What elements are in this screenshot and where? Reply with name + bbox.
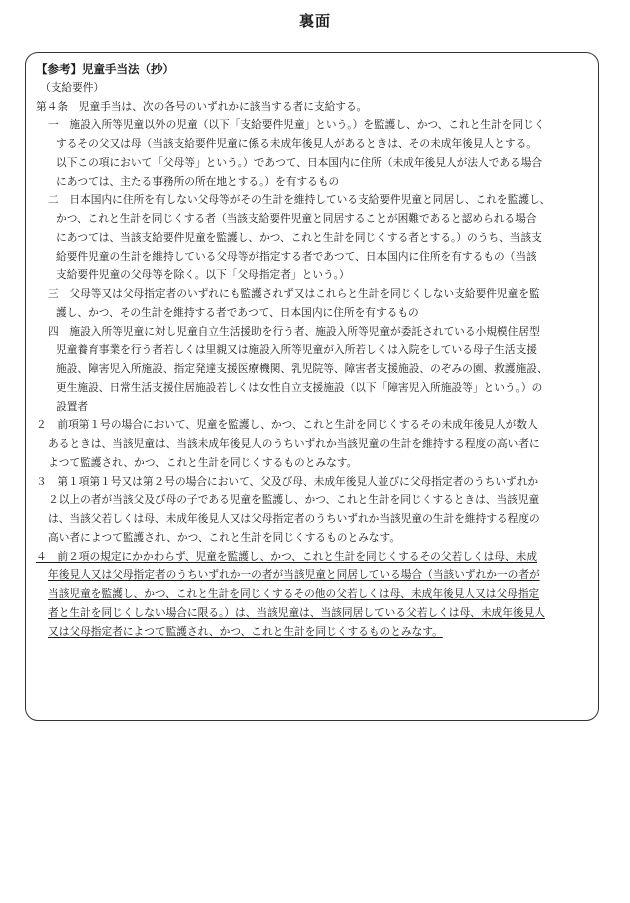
paragraph-3-line: ２以上の者が当該父及び母の子である児童を監護し、かつ、これと生計を同じくするときは、当該児童: [48, 493, 540, 507]
paragraph-4-line: ４ 前２項の規定にかかわらず、児童を監護し、かつ、これと生計を同じくするその父若しくは母、未成: [36, 549, 538, 563]
item-1-line: 以下この項において「父母等」という。）であつて、日本国内に住所（未成年後見人が法人である場合: [56, 155, 543, 169]
item-3-line: 三 父母等又は父母指定者のいずれにも監護されず又はこれらと生計を同じくしない支給要件児童を監: [48, 287, 540, 300]
item-4-line: 更生施設、日常生活支援住居施設若しくは女性自立支援施設（以下「障害児入所施設等」という。）の: [56, 380, 543, 394]
paragraph-4-line: 者と生計を同じくしない場合に限る。）は、当該児童は、当該同居している父若しくは母、未成年後見人: [48, 605, 545, 619]
paragraph-2-line: あるときは、当該児童は、当該未成年後見人のうちいずれか当該児童の生計を維持する程度の高い者に: [48, 437, 540, 450]
excerpt-heading: 【参考】児童手当法（抄）: [36, 62, 174, 76]
item-4-line: 四 施設入所等児童に対し児童自立生活援助を行う者、施設入所等児童が委託されている小規模住居型: [48, 324, 540, 338]
item-2-line: かつ、これと生計を同じくする者（当該支給要件児童と同居することが困難であると認められる場合: [56, 212, 537, 225]
item-2-line: 二 日本国内に住所を有しない父母等がその生計を維持している支給要件児童と同居し、これを監護し、: [48, 193, 551, 207]
item-2-line: 給要件児童の生計を維持している父母等が指定する者であつて、日本国内に住所を有するもの（当該: [56, 249, 537, 263]
item-3-line: 護し、かつ、その生計を維持する者であつて、日本国内に住所を有するもの: [56, 305, 419, 319]
law-excerpt: [36, 60, 592, 641]
item-2-line: にあつては、当該支給要件児童を監護し、かつ、これと生計を同じくする者とする。）のうち、当該支: [56, 230, 542, 244]
paragraph-3-line: ３ 第１項第１号又は第２号の場合において、父及び母、未成年後見人並びに父母指定者のうちいずれか: [36, 474, 539, 488]
page-title: 裏面: [298, 12, 331, 30]
article-caption: （支給要件）: [40, 80, 105, 94]
paragraph-4-line: 年後見人又は父母指定者のうちいずれか一の者が当該児童と同居している場合（当該いずれか一の者が: [48, 568, 540, 582]
item-1-line: 一 施設入所等児童以外の児童（以下「支給要件児童」という。）を監護し、かつ、これと生計を同じく: [48, 118, 545, 132]
item-4-line: 児童養育事業を行う者若しくは里親又は施設入所等児童が入所若しくは入院をしている母子生活支援: [56, 343, 537, 357]
paragraph-3-line: は、当該父若しくは母、未成年後見人又は父母指定者のうちいずれか当該児童の生計を維持する程度の: [48, 512, 540, 525]
article-4-intro: 第４条 児童手当は、次の各号のいずれかに該当する者に支給する。: [36, 99, 368, 113]
item-1-line: するその父又は母（当該支給要件児童に係る未成年後見人があるときは、その未成年後見人とする。: [56, 137, 537, 150]
paragraph-3-line: 高い者によつて監護され、かつ、これと生計を同じくするものとみなす。: [48, 530, 401, 544]
item-4-line: 施設、障害児入所施設、指定発達支援医療機関、乳児院等、障害者支援施設、のぞみの園、救護施設、: [56, 362, 548, 375]
item-4-line: 設置者: [56, 399, 89, 413]
item-1-line: にあつては、主たる事務所の所在地とする。）を有するもの: [56, 174, 340, 188]
item-2-line: 支給要件児童の父母等を除く。以下「父母指定者」という。）: [56, 268, 350, 282]
paragraph-4-line: 当該児童を監護し、かつ、これと生計を同じくするその他の父若しくは母、未成年後見人又は父母指定: [48, 587, 540, 600]
paragraph-4-line: 又は父母指定者によつて監護され、かつ、これと生計を同じくするものとみなす。: [48, 624, 443, 638]
paragraph-2-line: よつて監護され、かつ、これと生計を同じくするものとみなす。: [48, 455, 358, 469]
paragraph-2-line: ２ 前項第１号の場合において、児童を監護し、かつ、これと生計を同じくするその未成年後見人が数人: [36, 418, 538, 432]
